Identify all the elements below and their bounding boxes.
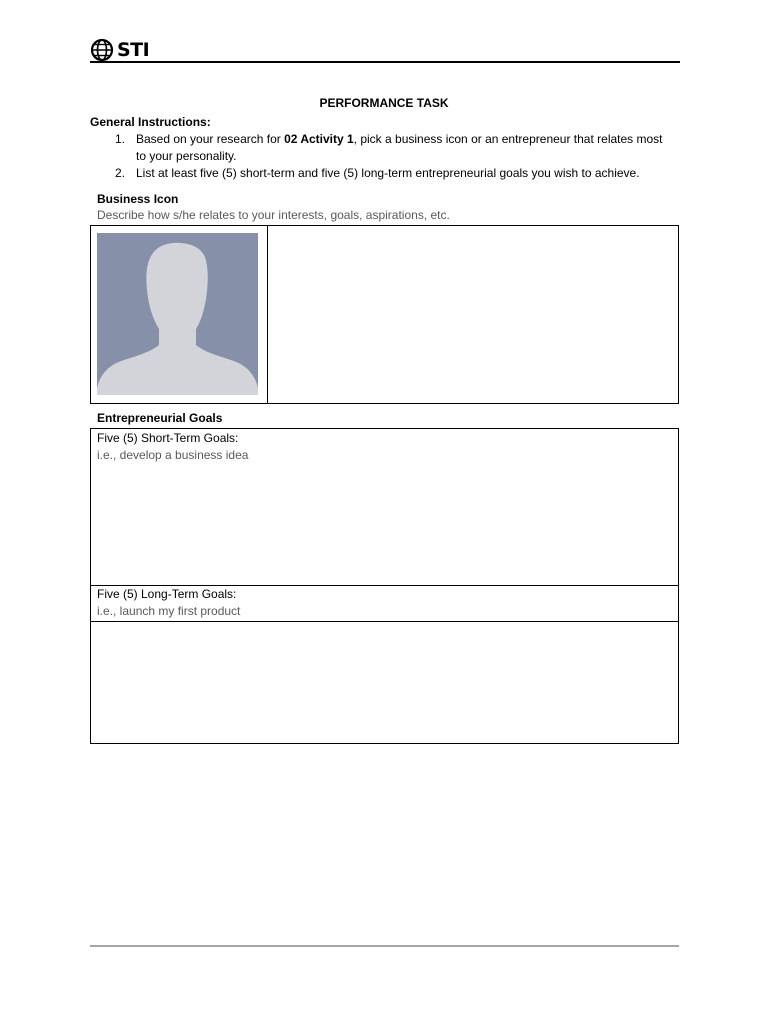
- general-instructions-label: General Instructions:: [90, 115, 211, 129]
- instruction-text: Based on your research for: [136, 132, 285, 146]
- table-divider: [267, 226, 268, 403]
- instruction-item-1: [115, 131, 685, 165]
- instruction-emphasis: 02 Activity 1: [284, 132, 354, 146]
- instruction-text: to your personality.: [136, 149, 237, 163]
- footer-divider: [90, 945, 679, 947]
- instruction-text: List at least five (5) short-term and five (5) long-term entrepreneurial goals you wish to achieve.: [136, 166, 640, 180]
- business-icon-label: Business Icon: [97, 192, 179, 206]
- long-term-goals-hint: i.e., launch my first product: [97, 604, 241, 618]
- profile-placeholder-image[interactable]: [97, 233, 258, 395]
- short-term-goals-answer-cell[interactable]: [97, 465, 672, 583]
- instruction-number: 1.: [115, 132, 126, 146]
- instruction-number: 2.: [115, 166, 126, 180]
- sti-logo: [90, 38, 150, 62]
- short-term-goals-hint: i.e., develop a business idea: [97, 448, 249, 462]
- person-silhouette-icon: [97, 233, 258, 395]
- instruction-item-2: [115, 165, 685, 182]
- long-term-goals-answer-cell[interactable]: [97, 625, 672, 739]
- page-title: PERFORMANCE TASK: [319, 96, 449, 110]
- logo-text: STI: [117, 39, 150, 61]
- entrepreneurial-goals-table: [90, 428, 679, 744]
- header-divider: [90, 61, 680, 63]
- long-term-goals-label: Five (5) Long-Term Goals:: [97, 587, 237, 601]
- business-icon-hint: Describe how s/he relates to your interests, goals, aspirations, etc.: [97, 208, 450, 222]
- business-icon-table: [90, 225, 679, 404]
- globe-icon: [90, 38, 116, 62]
- row-divider: [91, 621, 678, 622]
- business-icon-answer-cell[interactable]: [275, 232, 673, 398]
- entrepreneurial-goals-label: Entrepreneurial Goals: [97, 411, 223, 425]
- row-divider: [91, 585, 678, 586]
- instruction-text: , pick a business icon or an entrepreneur that relates most: [353, 132, 663, 146]
- short-term-goals-label: Five (5) Short-Term Goals:: [97, 431, 239, 445]
